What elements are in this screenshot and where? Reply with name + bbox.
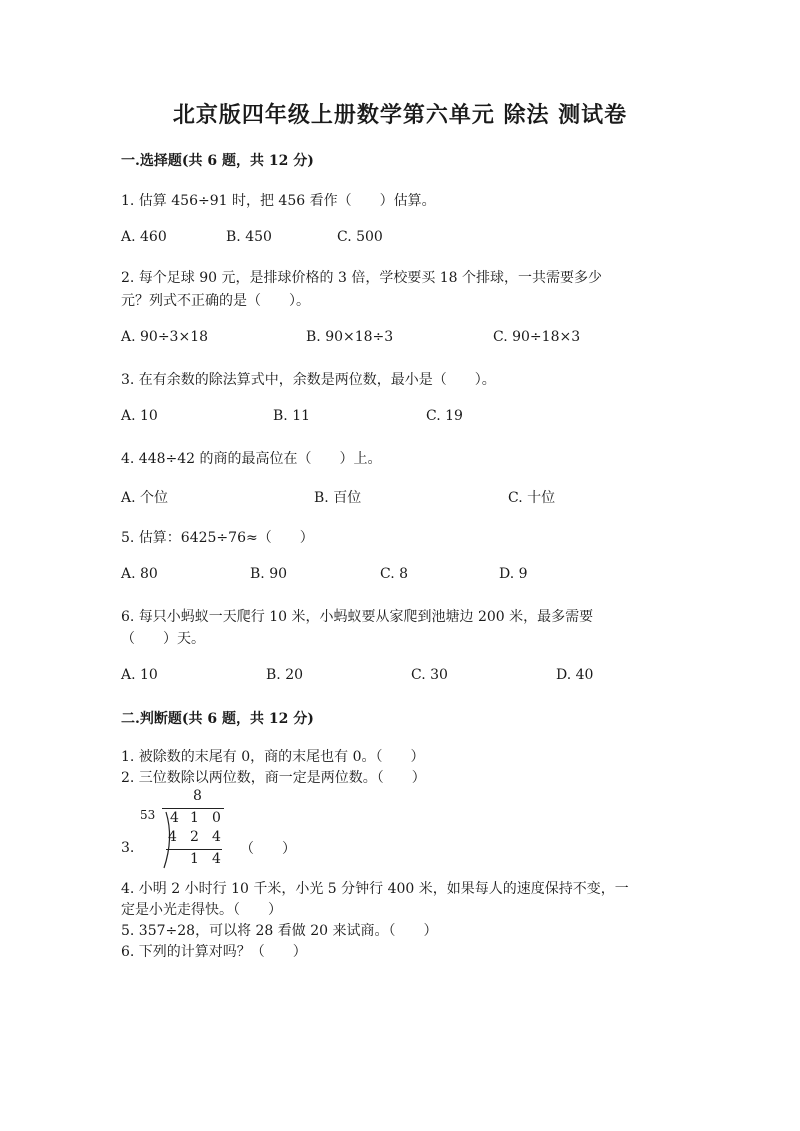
section-heading-true-false: 二.判断题(共 6 题，共 12 分): [121, 711, 314, 727]
dividend-digit-3: 0: [212, 810, 221, 826]
product-digit-1: 4: [168, 829, 177, 845]
q4-option-c: C. 十位: [508, 490, 556, 506]
section-heading-multiple-choice: 一.选择题(共 6 题，共 12 分): [121, 153, 314, 169]
product-digit-2: 2: [190, 829, 199, 845]
product-digit-3: 4: [212, 829, 221, 845]
q1-option-a: A. 460: [121, 229, 167, 245]
q6-option-c: C. 30: [411, 667, 448, 683]
question-6-line1: 6. 每只小蚂蚁一天爬行 10 米，小蚂蚁要从家爬到池塘边 200 米，最多需要: [121, 609, 594, 625]
tf-question-6: 6. 下列的计算对吗？（ ）: [121, 944, 307, 960]
q6-option-b: B. 20: [266, 667, 304, 683]
tf-question-5: 5. 357÷28，可以将 28 看做 20 来试商。（ ）: [121, 923, 438, 939]
dividend-digit-2: 1: [190, 810, 199, 826]
dividend-digit-1: 4: [170, 810, 179, 826]
division-top-line: [162, 808, 224, 809]
q3-option-c: C. 19: [426, 408, 463, 424]
q4-option-a: A. 个位: [121, 490, 169, 506]
question-2-line2: 元？列式不正确的是（ ）。: [121, 293, 310, 309]
question-5: 5. 估算：6425÷76≈（ ）: [121, 530, 314, 546]
q2-option-a: A. 90÷3×18: [121, 329, 209, 345]
question-1: 1. 估算 456÷91 时，把 456 看作（ ）估算。: [121, 193, 436, 209]
q3-option-b: B. 11: [273, 408, 311, 424]
tf-question-1: 1. 被除数的末尾有 0，商的末尾也有 0。（ ）: [121, 749, 425, 765]
q5-option-c: C. 8: [380, 566, 409, 582]
q6-option-d: D. 40: [556, 667, 594, 683]
q2-option-b: B. 90×18÷3: [306, 329, 394, 345]
tf-question-4-line2: 定是小光走得快。（ ）: [121, 902, 282, 918]
quotient-digit: 8: [193, 788, 202, 804]
tf-question-4-line1: 4. 小明 2 小时行 10 千米，小光 5 分钟行 400 米，如果每人的速度保持不变，一: [121, 881, 629, 897]
q1-option-b: B. 450: [226, 229, 272, 245]
question-4: 4. 448÷42 的商的最高位在（ ）上。: [121, 451, 382, 467]
tf-question-3-number: 3.: [121, 840, 135, 856]
q5-option-a: A. 80: [121, 566, 158, 582]
question-2-line1: 2. 每个足球 90 元，是排球价格的 3 倍，学校要买 18 个排球，一共需要多少: [121, 270, 603, 286]
division-subtract-line: [166, 849, 222, 850]
q1-option-c: C. 500: [337, 229, 383, 245]
remainder-digit-1: 1: [190, 851, 199, 867]
question-6-line2: （ ）天。: [121, 631, 205, 647]
q6-option-a: A. 10: [121, 667, 158, 683]
tf-question-3-answer-paren: （ ）: [240, 841, 296, 857]
q2-option-c: C. 90÷18×3: [493, 329, 581, 345]
q3-option-a: A. 10: [121, 408, 158, 424]
page-title: 北京版四年级上册数学第六单元 除法 测试卷: [172, 102, 628, 128]
long-division-figure: [140, 788, 240, 870]
q4-option-b: B. 百位: [314, 490, 362, 506]
q5-option-b: B. 90: [250, 566, 288, 582]
remainder-digit-2: 4: [212, 851, 221, 867]
q5-option-d: D. 9: [499, 566, 528, 582]
question-3: 3. 在有余数的除法算式中，余数是两位数，最小是（ ）。: [121, 372, 496, 388]
tf-question-2: 2. 三位数除以两位数，商一定是两位数。（ ）: [121, 770, 426, 786]
divisor: 53: [140, 808, 156, 822]
